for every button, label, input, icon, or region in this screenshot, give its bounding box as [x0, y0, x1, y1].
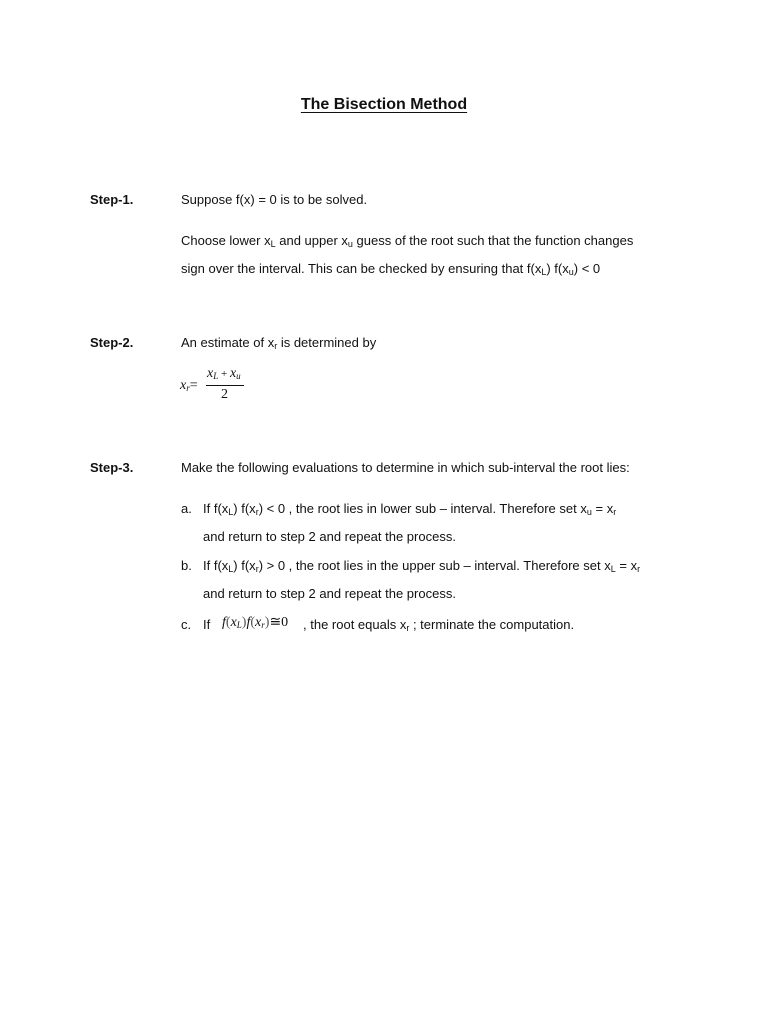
item-a-line1: If $f(x_L) f(x_r) < 0$ , the root lies in lower sub – interval. Therefore set $x_u = x_r$ — [203, 501, 617, 517]
step2-line1: An estimate of $x_r$ is determined by — [181, 335, 377, 351]
item-c-if: If — [203, 617, 211, 632]
item-b-marker: b. — [181, 558, 192, 573]
formula-lhs: $x_r=$ — [180, 378, 198, 393]
item-b-line1: If $f(x_L) f(x_r) > 0$ , the root lies in the upper sub – interval. Therefore set $x_L = x_r$ — [203, 558, 641, 574]
item-a-marker: a. — [181, 501, 192, 516]
page-title: The Bisection Method — [300, 96, 468, 113]
formula-denominator: 2 — [221, 387, 228, 402]
step1-label: Step-1. — [90, 192, 134, 207]
step3-label: Step-3. — [90, 460, 134, 475]
formula-numerator: $x_L + x_u$ — [207, 366, 241, 381]
step3-intro: Make the following evaluations to determine in which sub-interval the root lies: — [181, 460, 630, 475]
step1-line3: sign over the interval. This can be checked by ensuring that $f(x_L) f(x_u) < 0$ — [181, 261, 601, 277]
step1-line1: Suppose f(x) = 0 is to be solved. — [181, 192, 368, 207]
fraction-bar — [206, 385, 244, 386]
item-b-line2: and return to step 2 and repeat the process. — [203, 586, 456, 601]
item-c-marker: c. — [181, 617, 192, 632]
item-c-conclusion: , the root equals $x_r$ ; terminate the computation. — [303, 617, 575, 633]
step2-label: Step-2. — [90, 335, 134, 350]
step1-line2: Choose lower $x_L$ and upper $x_u$ guess of the root such that the function changes — [181, 233, 634, 249]
item-c-condition: $f(x_L)f(x_r)≅0$ — [222, 615, 289, 630]
item-a-line2: and return to step 2 and repeat the process. — [203, 529, 456, 544]
